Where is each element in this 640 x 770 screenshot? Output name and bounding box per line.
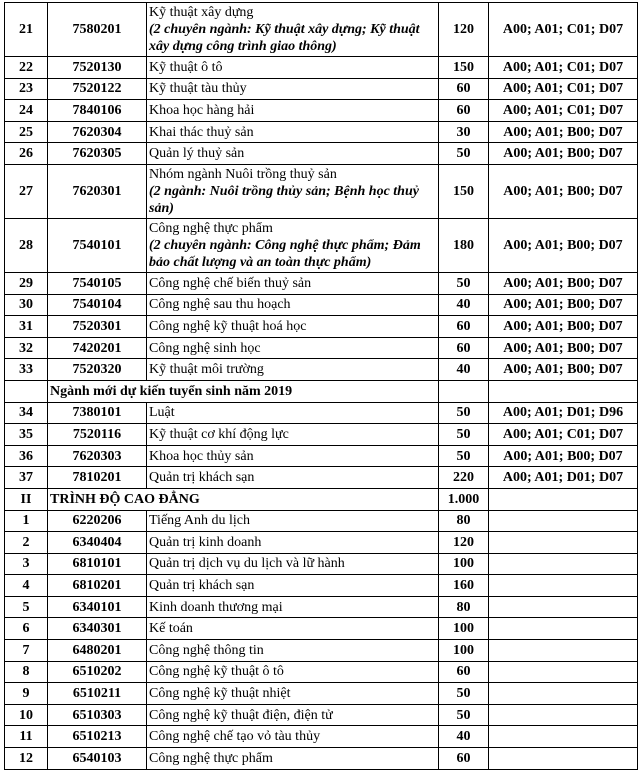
quota-cell: 60	[439, 337, 489, 359]
table-row	[5, 402, 638, 424]
major-name-cell	[147, 3, 439, 57]
admission-combination-cell: A00; A01; C01; D07	[489, 78, 638, 100]
quota-cell: 100	[439, 640, 489, 662]
major-code-cell: 7840106	[48, 100, 147, 122]
admission-combination-cell: A00; A01; B00; D07	[489, 143, 638, 165]
admission-combination-cell: A00; A01; B00; D07	[489, 359, 638, 381]
row-number-cell: 22	[5, 57, 48, 79]
major-name: Quản trị khách sạn	[149, 470, 255, 486]
table-row	[5, 467, 638, 489]
major-code-cell: 7540104	[48, 294, 147, 316]
row-number-cell: 11	[5, 726, 48, 748]
table-row	[5, 3, 638, 57]
admission-combination-cell	[489, 661, 638, 683]
row-number-cell: 29	[5, 272, 48, 294]
major-code-cell: 7620301	[48, 164, 147, 218]
row-number-cell: 37	[5, 467, 48, 489]
row-number-cell: 9	[5, 683, 48, 705]
major-name-cell	[147, 553, 439, 575]
row-number-cell: 28	[5, 218, 48, 272]
major-name: Công nghệ kỹ thuật ô tô	[149, 664, 284, 680]
major-code-cell: 6480201	[48, 640, 147, 662]
major-name-cell	[147, 294, 439, 316]
admission-combination-cell	[489, 726, 638, 748]
table-row	[5, 661, 638, 683]
major-name: Công nghệ chế biến thuỷ sản	[149, 275, 312, 291]
quota-cell: 60	[439, 78, 489, 100]
row-number-cell: 5	[5, 596, 48, 618]
major-code-cell: 7580201	[48, 3, 147, 57]
major-name: Công nghệ chế tạo vỏ tàu thủy	[149, 729, 321, 745]
major-code-cell: 7380101	[48, 402, 147, 424]
table-row	[5, 316, 638, 338]
admission-combination-cell: A00; A01; C01; D07	[489, 424, 638, 446]
row-number-cell: 26	[5, 143, 48, 165]
quota-cell: 60	[439, 316, 489, 338]
row-number-cell: 10	[5, 704, 48, 726]
major-name-cell	[147, 618, 439, 640]
quota-cell: 150	[439, 164, 489, 218]
admission-combination-cell: A00; A01; B00; D07	[489, 316, 638, 338]
major-name-cell	[147, 575, 439, 597]
major-code-cell: 7520116	[48, 424, 147, 446]
admissions-quota-table	[4, 2, 638, 770]
row-number-cell: 6	[5, 618, 48, 640]
section-title-cell: Ngành mới dự kiến tuyển sinh năm 2019	[48, 380, 439, 402]
row-number-cell: 7	[5, 640, 48, 662]
major-name-cell	[147, 726, 439, 748]
row-number-cell: 23	[5, 78, 48, 100]
major-name: Kỹ thuật ô tô	[149, 59, 223, 75]
admission-combination-cell: A00; A01; C01; D07	[489, 100, 638, 122]
major-name: Quản trị kinh doanh	[149, 534, 262, 550]
quota-cell: 40	[439, 359, 489, 381]
admission-combination-cell	[489, 510, 638, 532]
major-code-cell: 7520130	[48, 57, 147, 79]
major-name: Khai thác thuỷ sản	[149, 124, 254, 140]
major-name: Công nghệ kỹ thuật hoá học	[149, 318, 307, 334]
section-title-cell: TRÌNH ĐỘ CAO ĐẲNG	[48, 488, 439, 510]
row-number-cell: 31	[5, 316, 48, 338]
major-name: Quản trị khách sạn	[149, 578, 255, 594]
major-name-cell	[147, 359, 439, 381]
major-name: Khoa học thủy sản	[149, 448, 254, 464]
major-name: Kỹ thuật môi trường	[149, 362, 264, 378]
major-name-cell	[147, 100, 439, 122]
quota-cell: 100	[439, 618, 489, 640]
quota-cell: 60	[439, 100, 489, 122]
major-note: (2 chuyên ngành: Công nghệ thực phẩm; Đảm bảo chất lượng và an toàn thực phẩm)	[149, 237, 421, 270]
quota-cell: 50	[439, 424, 489, 446]
major-name-cell	[147, 402, 439, 424]
major-name: Tiếng Anh du lịch	[149, 513, 250, 529]
major-code-cell: 6540103	[48, 748, 147, 770]
table-row	[5, 510, 638, 532]
major-name-cell	[147, 748, 439, 770]
major-name-cell	[147, 704, 439, 726]
table-row	[5, 575, 638, 597]
major-name-cell	[147, 337, 439, 359]
major-name: Kinh doanh thương mại	[149, 599, 283, 615]
admission-combination-cell: A00; A01; B00; D07	[489, 164, 638, 218]
row-number-cell: 27	[5, 164, 48, 218]
major-name: Kế toán	[149, 621, 193, 637]
table-row	[5, 337, 638, 359]
section-quota-cell	[439, 380, 489, 402]
major-name: Kỹ thuật xây dựng	[149, 5, 254, 20]
table-row	[5, 532, 638, 554]
major-name-cell	[147, 510, 439, 532]
quota-cell: 160	[439, 575, 489, 597]
row-number-cell: 32	[5, 337, 48, 359]
major-name: Công nghệ kỹ thuật điện, điện tử	[149, 707, 333, 723]
major-code-cell: 7620305	[48, 143, 147, 165]
quota-cell: 220	[439, 467, 489, 489]
major-code-cell: 7540101	[48, 218, 147, 272]
major-name-cell	[147, 683, 439, 705]
row-number-cell: 24	[5, 100, 48, 122]
admission-combination-cell	[489, 596, 638, 618]
quota-cell: 40	[439, 294, 489, 316]
table-row	[5, 596, 638, 618]
major-name-cell	[147, 532, 439, 554]
table-body	[5, 3, 638, 770]
admission-combination-cell: A00; A01; B00; D07	[489, 445, 638, 467]
major-name: Luật	[149, 405, 175, 421]
major-name-cell	[147, 596, 439, 618]
major-name-cell	[147, 661, 439, 683]
admission-combination-cell: A00; A01; B00; D07	[489, 337, 638, 359]
major-code-cell: 6510202	[48, 661, 147, 683]
quota-cell: 120	[439, 532, 489, 554]
quota-cell: 30	[439, 121, 489, 143]
table-row	[5, 748, 638, 770]
table-row	[5, 683, 638, 705]
admission-combination-cell	[489, 683, 638, 705]
table-row	[5, 424, 638, 446]
table-row	[5, 726, 638, 748]
admission-combination-cell	[489, 553, 638, 575]
major-name-cell	[147, 164, 439, 218]
admission-combination-cell	[489, 575, 638, 597]
table-row	[5, 618, 638, 640]
admission-combination-cell	[489, 748, 638, 770]
major-name-cell	[147, 78, 439, 100]
major-code-cell: 6220206	[48, 510, 147, 532]
major-name: Kỹ thuật cơ khí động lực	[149, 426, 289, 442]
major-code-cell: 7520122	[48, 78, 147, 100]
admission-combination-cell	[489, 532, 638, 554]
row-number-cell: 1	[5, 510, 48, 532]
major-name: Công nghệ thực phẩm	[149, 220, 273, 236]
major-code-cell: 6340404	[48, 532, 147, 554]
major-code-cell: 7420201	[48, 337, 147, 359]
quota-cell: 120	[439, 3, 489, 57]
row-number-cell: 34	[5, 402, 48, 424]
table-row	[5, 294, 638, 316]
row-number-cell: 36	[5, 445, 48, 467]
table-row	[5, 272, 638, 294]
major-name-cell	[147, 121, 439, 143]
admission-combination-cell: A00; A01; B00; D07	[489, 121, 638, 143]
table-row	[5, 121, 638, 143]
admission-combination-cell: A00; A01; D01; D96	[489, 402, 638, 424]
table-row	[5, 640, 638, 662]
quota-cell: 50	[439, 445, 489, 467]
admission-combination-cell: A00; A01; D01; D07	[489, 467, 638, 489]
major-name-cell	[147, 467, 439, 489]
row-number-cell: 8	[5, 661, 48, 683]
quota-cell: 50	[439, 143, 489, 165]
major-name-cell	[147, 143, 439, 165]
table-row	[5, 445, 638, 467]
major-name-cell	[147, 640, 439, 662]
quota-cell: 50	[439, 272, 489, 294]
major-name-cell	[147, 272, 439, 294]
quota-cell: 150	[439, 57, 489, 79]
major-name: Công nghệ sau thu hoạch	[149, 297, 291, 313]
quota-cell: 80	[439, 510, 489, 532]
quota-cell: 40	[439, 726, 489, 748]
major-code-cell: 6510213	[48, 726, 147, 748]
quota-cell: 50	[439, 704, 489, 726]
admission-combination-cell: A00; A01; B00; D07	[489, 272, 638, 294]
table-row	[5, 218, 638, 272]
major-name: Công nghệ kỹ thuật nhiệt	[149, 686, 291, 702]
admission-combination-cell	[489, 618, 638, 640]
major-code-cell: 6340301	[48, 618, 147, 640]
row-number-cell: 35	[5, 424, 48, 446]
major-code-cell: 7540105	[48, 272, 147, 294]
table-row	[5, 704, 638, 726]
major-code-cell: 7520320	[48, 359, 147, 381]
quota-cell: 50	[439, 683, 489, 705]
row-number-cell: 12	[5, 748, 48, 770]
quota-cell: 60	[439, 661, 489, 683]
major-code-cell: 7520301	[48, 316, 147, 338]
major-name: Nhóm ngành Nuôi trồng thuỷ sản	[149, 166, 337, 182]
major-name: Khoa học hàng hải	[149, 102, 255, 118]
major-name-cell	[147, 218, 439, 272]
quota-cell: 100	[439, 553, 489, 575]
table-row	[5, 359, 638, 381]
table-row	[5, 164, 638, 218]
section-number-cell	[5, 380, 48, 402]
major-code-cell: 6810201	[48, 575, 147, 597]
section-combination-cell	[489, 488, 638, 510]
major-name: Công nghệ thông tin	[149, 642, 264, 658]
major-code-cell: 6340101	[48, 596, 147, 618]
major-name-cell	[147, 424, 439, 446]
table-row	[5, 57, 638, 79]
major-name: Kỹ thuật tàu thủy	[149, 81, 247, 97]
admission-combination-cell: A00; A01; B00; D07	[489, 294, 638, 316]
quota-cell: 50	[439, 402, 489, 424]
row-number-cell: 30	[5, 294, 48, 316]
major-code-cell: 7810201	[48, 467, 147, 489]
admission-combination-cell	[489, 640, 638, 662]
major-name: Công nghệ sinh học	[149, 340, 261, 356]
quota-cell: 60	[439, 748, 489, 770]
major-name-cell	[147, 57, 439, 79]
row-number-cell: 4	[5, 575, 48, 597]
table-row	[5, 78, 638, 100]
quota-cell: 80	[439, 596, 489, 618]
major-note: (2 ngành: Nuôi trồng thủy sản; Bệnh học thuỷ sản)	[149, 183, 419, 216]
major-code-cell: 7620304	[48, 121, 147, 143]
major-name-cell	[147, 445, 439, 467]
row-number-cell: 3	[5, 553, 48, 575]
section-number-cell: II	[5, 488, 48, 510]
row-number-cell: 33	[5, 359, 48, 381]
major-name: Công nghệ thực phẩm	[149, 750, 273, 766]
major-note: (2 chuyên ngành: Kỹ thuật xây dựng; Kỹ thuật xây dựng công trình giao thông)	[149, 22, 420, 54]
major-name: Quản lý thuỷ sản	[149, 146, 245, 162]
row-number-cell: 2	[5, 532, 48, 554]
major-code-cell: 7620303	[48, 445, 147, 467]
table-row	[5, 100, 638, 122]
table-row	[5, 143, 638, 165]
major-code-cell: 6510211	[48, 683, 147, 705]
table-row	[5, 553, 638, 575]
major-code-cell: 6810101	[48, 553, 147, 575]
major-name-cell	[147, 316, 439, 338]
admission-combination-cell: A00; A01; B00; D07	[489, 218, 638, 272]
section-combination-cell	[489, 380, 638, 402]
admission-combination-cell: A00; A01; C01; D07	[489, 57, 638, 79]
section-header-row	[5, 380, 638, 402]
admission-combination-cell	[489, 704, 638, 726]
section-header-row	[5, 488, 638, 510]
major-code-cell: 6510303	[48, 704, 147, 726]
row-number-cell: 21	[5, 3, 48, 57]
row-number-cell: 25	[5, 121, 48, 143]
admission-combination-cell: A00; A01; C01; D07	[489, 3, 638, 57]
quota-cell: 180	[439, 218, 489, 272]
section-quota-cell: 1.000	[439, 488, 489, 510]
major-name: Quản trị dịch vụ du lịch và lữ hành	[149, 556, 345, 572]
